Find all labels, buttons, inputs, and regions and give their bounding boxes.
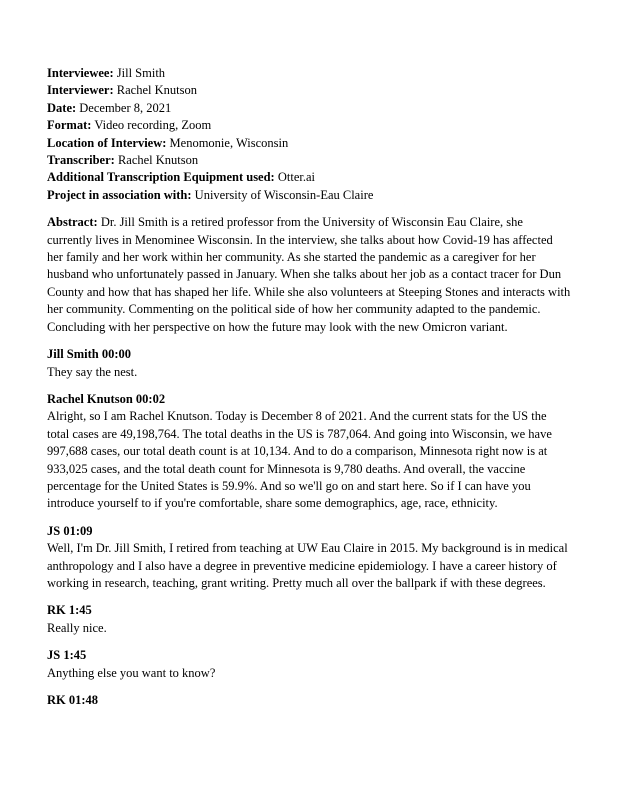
metadata-line-transcriber	[47, 152, 571, 169]
metadata-label: Date:	[47, 100, 77, 115]
dialogue-text: Alright, so I am Rachel Knutson. Today is December 8 of 2021. And the current stats for the US the total cases are 49,198,764. The total deaths in the US is 787,064. And going into Wisconsin, we have 997,688 cases, our total death count is at 10,134. And to do a comparison, Minnesota right now is at 933,025 cases, and the total death count for Minnesota is 9,780 deaths. And overall, the vaccine percentage for the United States is 59.9%. And so we'll go on and start here. So if I can have you introduce yourself to if you're comfortable, share some demographics, age, race, ethnicity.	[47, 409, 552, 511]
metadata-value: Menomonie, Wisconsin	[169, 135, 289, 150]
abstract-paragraph	[47, 214, 571, 336]
metadata-label: Format:	[47, 118, 92, 133]
metadata-block	[47, 65, 571, 204]
dialogue-entry	[47, 391, 571, 513]
metadata-line-location	[47, 135, 571, 152]
dialogue-text: Anything else you want to know?	[47, 665, 216, 680]
metadata-line-format	[47, 117, 571, 134]
speaker-timestamp: RK 1:45	[47, 603, 92, 618]
speaker-timestamp: JS 1:45	[47, 648, 87, 663]
dialogue-text: Really nice.	[47, 620, 107, 635]
metadata-value: December 8, 2021	[79, 100, 172, 115]
metadata-line-interviewer	[47, 82, 571, 99]
metadata-value: University of Wisconsin-Eau Claire	[194, 187, 374, 202]
metadata-line-date	[47, 100, 571, 117]
metadata-value: Rachel Knutson	[117, 153, 199, 168]
metadata-line-equipment	[47, 169, 571, 186]
dialogue-entry	[47, 523, 571, 593]
metadata-label: Location of Interview:	[47, 135, 167, 150]
dialogue-entry	[47, 602, 571, 637]
metadata-label: Transcriber:	[47, 153, 115, 168]
abstract-text: Dr. Jill Smith is a retired professor from the University of Wisconsin Eau Claire, she currently lives in Menominee Wisconsin. In the interview, she talks about how Covid-19 has affected her family and her work within her community. As she started the pandemic as a caregiver for her husband who unfortunately passed in January. When she talks about her job as a contact tracer for Dun County and how that has shaped her life. While she also volunteers at Steeping Stones and interacts with her community. Commenting on the political side of how her community adapted to the pandemic. Concluding with her perspective on how the future may look with the new Omicron variant.	[47, 215, 571, 334]
dialogue-text: Well, I'm Dr. Jill Smith, I retired from teaching at UW Eau Claire in 2015. My background is in medical anthropology and I also have a degree in preventive medicine epidemiology. I have a career history of working in research, teaching, grant writing. Pretty much all over the ballpark if with these degrees.	[47, 541, 568, 590]
metadata-value: Video recording, Zoom	[94, 118, 212, 133]
metadata-label: Interviewee:	[47, 66, 114, 80]
metadata-label: Interviewer:	[47, 83, 114, 98]
metadata-label: Additional Transcription Equipment used:	[47, 170, 275, 185]
speaker-timestamp: RK 01:48	[47, 693, 99, 707]
metadata-value: Jill Smith	[116, 66, 166, 80]
metadata-line-interviewee	[47, 65, 571, 82]
dialogue-entry	[47, 647, 571, 682]
metadata-value: Rachel Knutson	[116, 83, 197, 98]
abstract-label: Abstract:	[47, 215, 98, 230]
metadata-line-project	[47, 187, 571, 204]
speaker-timestamp: JS 01:09	[47, 523, 93, 538]
dialogue-text: They say the nest.	[47, 364, 138, 379]
speaker-timestamp: Rachel Knutson 00:02	[47, 391, 166, 406]
dialogue-entry	[47, 346, 571, 381]
metadata-value: Otter.ai	[277, 170, 315, 185]
metadata-label: Project in association with:	[47, 187, 192, 202]
speaker-timestamp: Jill Smith 00:00	[47, 347, 132, 362]
dialogue-entry	[47, 692, 571, 709]
